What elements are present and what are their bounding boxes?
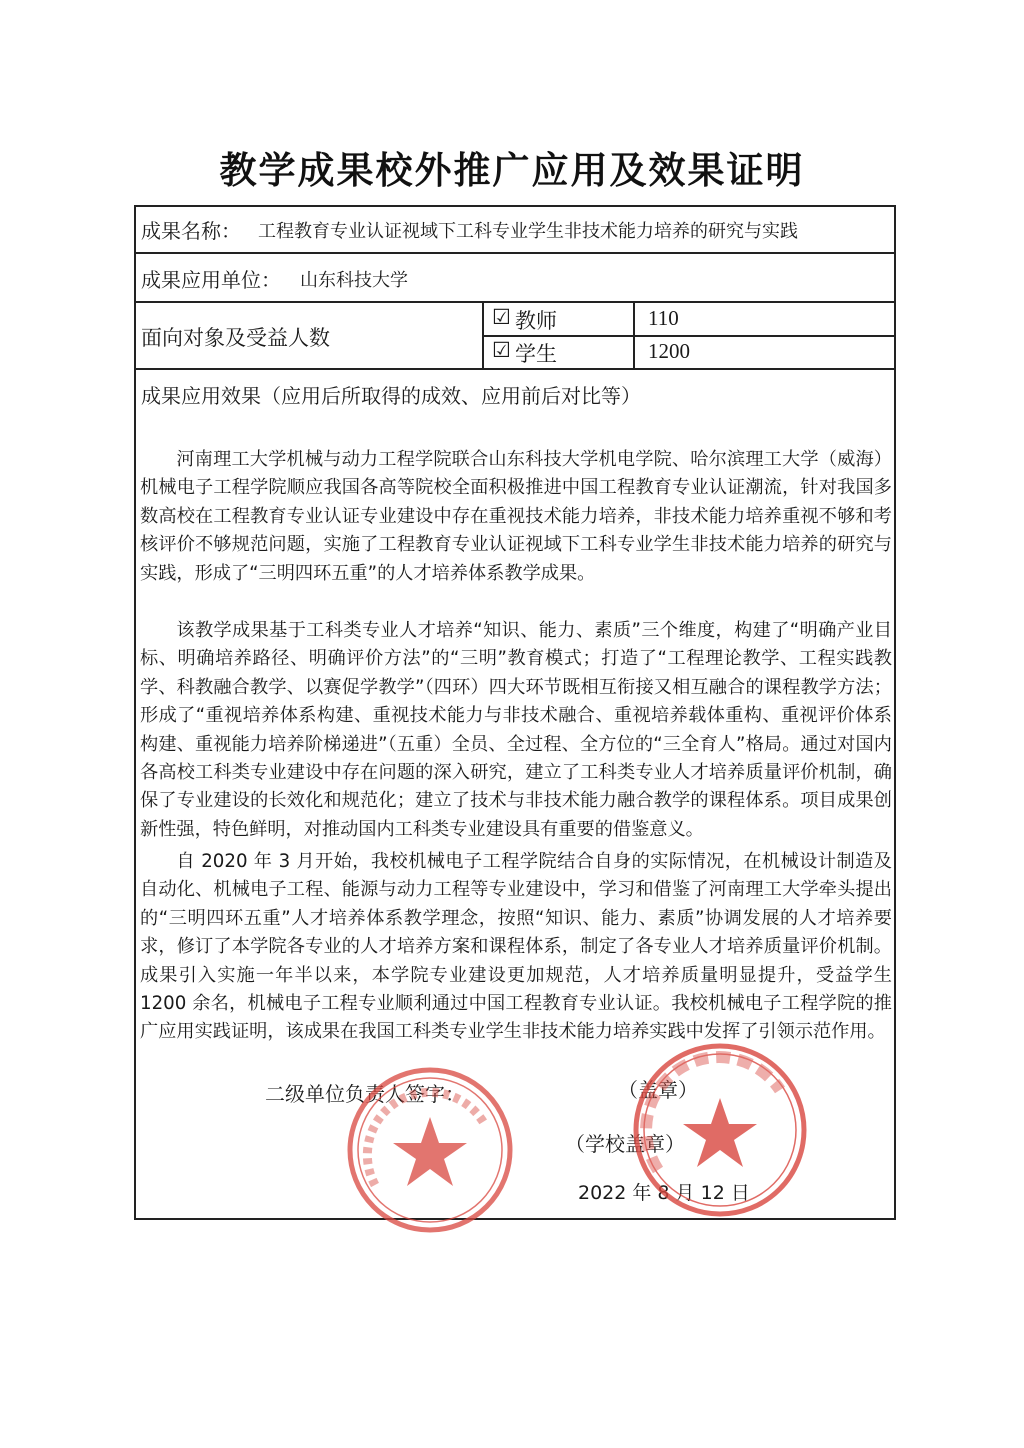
student-label: 学生 [515,342,557,366]
effect-heading: 成果应用效果（应用后所取得的成效、应用前后对比等） [141,384,641,408]
paragraph-1: 河南理工大学机械与动力工程学院联合山东科技大学机电学院、哈尔滨理工大学（威海）机械电子工程学院顺应我国各高等院校全面积极推进中国工程教育专业认证潮流，针对我国多数高校在工程教育专业认证专业建设中存在重视技术能力培养，非技术能力培养重视不够和考核评价不够规范问题，实施了工程教育专业认证视域下工科专业学生非技术能力培养的研究与实践，形成了“三明四环五重”的人才培养体系教学成果。 [140,449,892,584]
application-unit-label: 成果应用单位： [141,268,281,292]
application-unit-value: 山东科技大学 [300,270,408,291]
column-divider [482,301,484,368]
row-divider [134,368,896,370]
signer-label: 二级单位负责人签字： [265,1082,465,1106]
student-checkbox-icon: ☑ [492,338,511,362]
document-title: 教学成果校外推广应用及效果证明 [219,149,805,192]
student-count: 1200 [648,339,690,363]
paragraph-3: 自 2020 年 3 月开始，我校机械电子工程学院结合自身的实际情况，在机械设计制造及自动化、机械电子工程、能源与动力工程等专业建设中，学习和借鉴了河南理工大学牵头提出的“三明四环五重”人才培养体系教学理念，按照“知识、能力、素质”协调发展的人才培养要求，修订了本学院各专业的人才培养方案和课程体系，制定了各专业人才培养质量评价机制。成果引入实施一年半以来，本学院专业建设更加规范，人才培养质量明显提升，受益学生 1200 余名，机械电子工程专业顺利通过中国工程教育专业认证。我校机械电子工程学院的推广应用实践证明，该成果在我国工科类专业学生非技术能力培养实践中发挥了引领示范作用。 [140,851,892,1043]
teacher-label: 教师 [515,309,557,333]
achievement-name-value: 工程教育专业认证视域下工科专业学生非技术能力培养的研究与实践 [258,221,798,242]
teacher-checkbox-icon: ☑ [492,305,511,329]
school-seal-label: （学校盖章） [565,1132,685,1156]
university-seal-icon [630,1040,810,1220]
achievement-name-label: 成果名称： [141,219,241,243]
unit-seal-label: （盖章） [618,1078,698,1102]
teacher-count: 110 [648,306,679,330]
row-divider [134,301,896,303]
sign-date: 2022 年 8 月 12 日 [578,1182,750,1204]
row-divider [134,252,896,254]
paragraph-2: 该教学成果基于工科类专业人才培养“知识、能力、素质”三个维度，构建了“明确产业目标、明确培养路径、明确评价方法”的“三明”教育模式；打造了“工程理论教学、工程实践教学、科教融合教学、以赛促学教学”（四环）四大环节既相互衔接又相互融合的课程教学方法；形成了“重视培养体系构建、重视技术能力与非技术融合、重视培养载体重构、重视评价体系构建、重视能力培养阶梯递进”（五重）全员、全过程、全方位的“三全育人”格局。通过对国内各高校工科类专业建设中存在问题的深入研究，建立了工科类专业人才培养质量评价机制，确保了专业建设的长效化和规范化；建立了技术与非技术能力融合教学的课程体系。项目成果创新性强，特色鲜明，对推动国内工科类专业建设具有重要的借鉴意义。 [140,620,892,840]
column-divider [633,301,635,368]
row-divider [482,335,896,337]
college-seal-icon [345,1065,515,1235]
audience-label: 面向对象及受益人数 [141,326,330,350]
